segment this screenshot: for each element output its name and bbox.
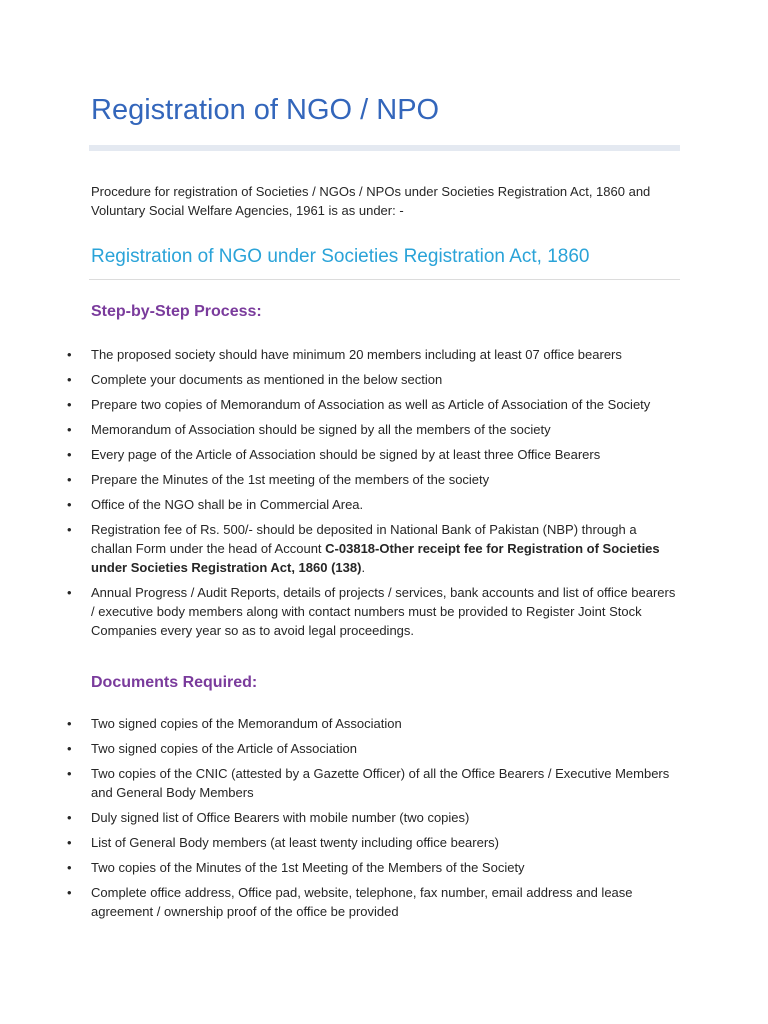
bullet-icon: • xyxy=(67,585,72,600)
fee-list-item: • Registration fee of Rs. 500/- should be deposited in National Bank of Pakistan (NBP) through a challan Form under the head of Account C-03818-Other receipt fee for Registration of Societies under Societies Registration Act, 1860 (138). xyxy=(67,522,660,575)
list-item: • List of General Body members (at least twenty including office bearers) xyxy=(67,835,500,850)
list-item: • Annual Progress / Audit Reports, details of projects / services, bank accounts and list of office bearers / executive body members along with contact numbers must be provided to Register Joint Stock Companies every year so as to avoid legal proceedings. xyxy=(67,585,676,638)
page-title: Registration of NGO / NPO xyxy=(91,94,440,126)
title-divider xyxy=(89,145,680,151)
bullet-icon: • xyxy=(67,860,72,875)
bullet-icon: • xyxy=(67,522,72,537)
steps-heading: Step-by-Step Process: xyxy=(91,303,262,320)
list-item: • Two copies of the CNIC (attested by a Gazette Officer) of all the Office Bearers / Executive Members and General Body Members xyxy=(67,766,670,800)
bullet-icon: • xyxy=(67,716,72,731)
list-item: • Memorandum of Association should be signed by all the members of the society xyxy=(67,422,551,437)
bullet-icon: • xyxy=(67,835,72,850)
bullet-icon: • xyxy=(67,397,72,412)
list-item: • Office of the NGO shall be in Commercial Area. xyxy=(67,497,364,512)
list-item: • Prepare two copies of Memorandum of Association as well as Article of Association of the Society xyxy=(67,397,651,412)
list-item: • Duly signed list of Office Bearers with mobile number (two copies) xyxy=(67,810,470,825)
section-heading: Registration of NGO under Societies Registration Act, 1860 xyxy=(91,246,590,267)
bullet-icon: • xyxy=(67,766,72,781)
bullet-icon: • xyxy=(67,810,72,825)
section-divider xyxy=(89,279,680,280)
list-item: • Two signed copies of the Memorandum of Association xyxy=(67,716,402,731)
bullet-icon: • xyxy=(67,885,72,900)
list-item: • Prepare the Minutes of the 1st meeting of the members of the society xyxy=(67,472,490,487)
documents-heading: Documents Required: xyxy=(91,674,258,691)
steps-list xyxy=(0,345,700,646)
bullet-icon: • xyxy=(67,447,72,462)
intro-paragraph: Procedure for registration of Societies / NGOs / NPOs under Societies Registration Act, 1860 and Voluntary Social Welfare Agencies, 1961 is as under: - xyxy=(91,184,651,218)
bullet-icon: • xyxy=(67,497,72,512)
list-item: • The proposed society should have minimum 20 members including at least 07 office bearers xyxy=(67,347,622,362)
documents-list xyxy=(0,714,700,927)
account-head: C-03818-Other receipt fee for Registration of Societies under Societies Registration Act, 1860 (138) xyxy=(91,541,660,575)
bullet-icon: • xyxy=(67,372,72,387)
list-item: • Every page of the Article of Association should be signed by at least three Office Bearers xyxy=(67,447,601,462)
list-item: • Two copies of the Minutes of the 1st Meeting of the Members of the Society xyxy=(67,860,525,875)
list-item: • Complete office address, Office pad, website, telephone, fax number, email address and lease agreement / ownership proof of the office be provided xyxy=(67,885,633,919)
bullet-icon: • xyxy=(67,472,72,487)
bullet-icon: • xyxy=(67,422,72,437)
list-item: • Two signed copies of the Article of Association xyxy=(67,741,357,756)
bullet-icon: • xyxy=(67,347,72,362)
list-item: • Complete your documents as mentioned in the below section xyxy=(67,372,443,387)
bullet-icon: • xyxy=(67,741,72,756)
